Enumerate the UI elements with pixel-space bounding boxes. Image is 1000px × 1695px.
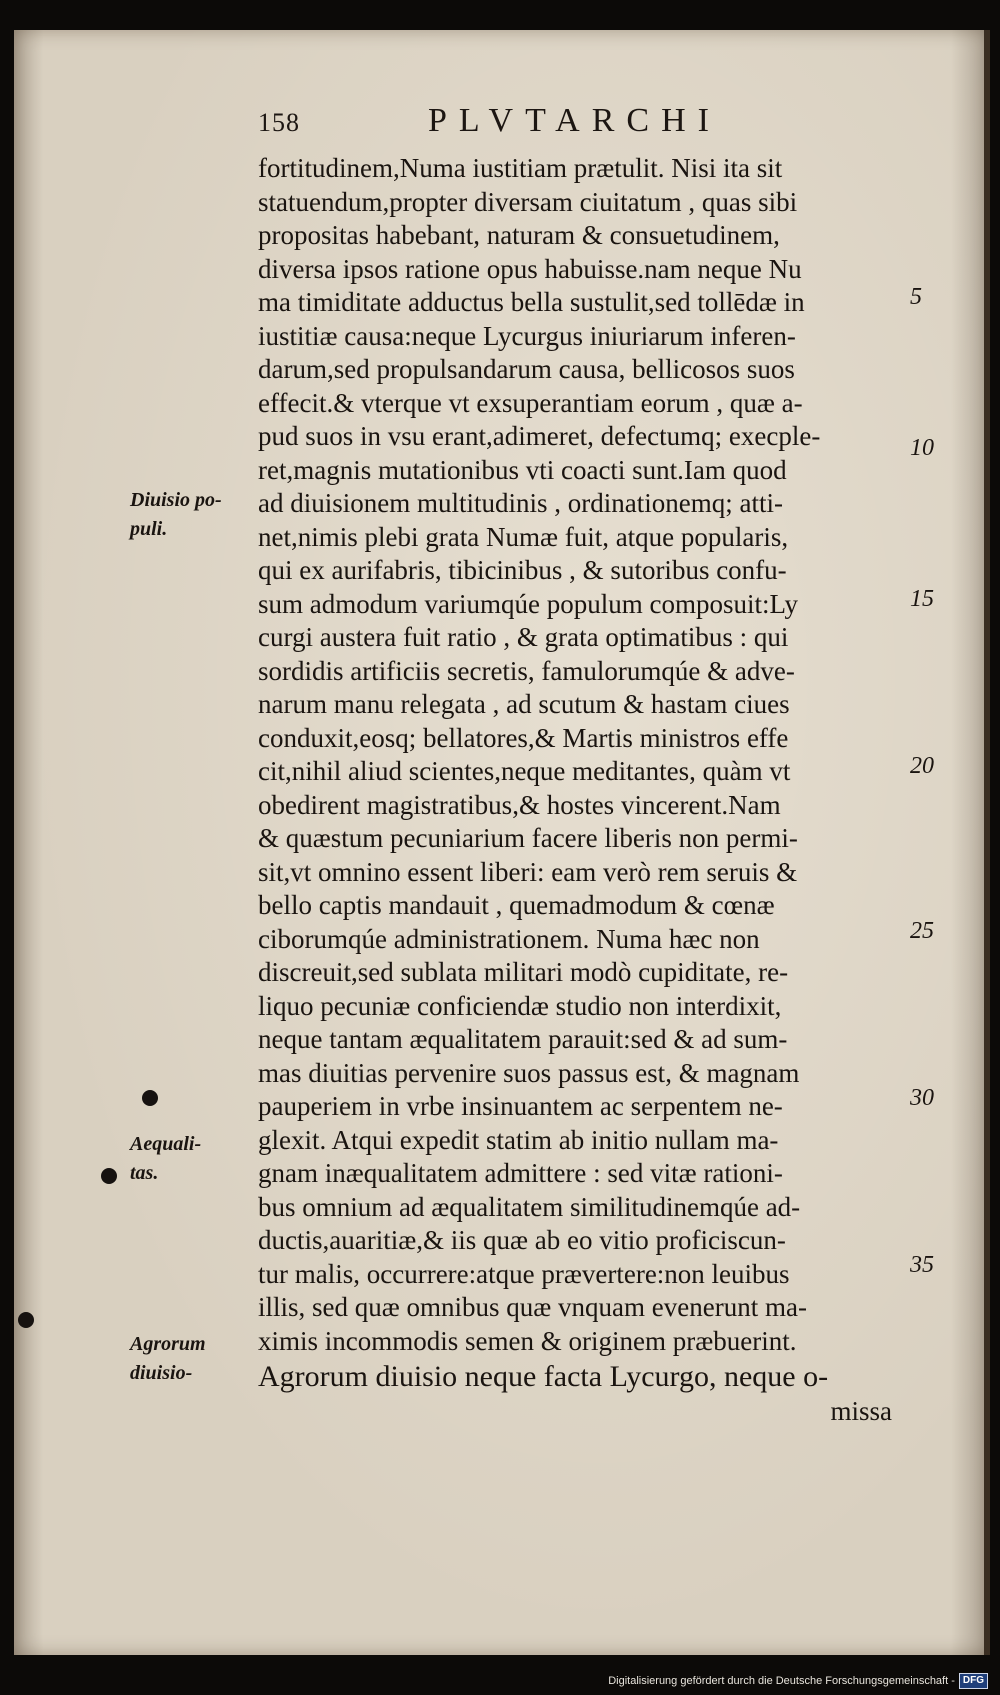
running-title: PLVTARCHI <box>428 102 721 139</box>
text-line: bus omnium ad æqualitatem similitudinemqúe ad- <box>258 1191 801 1222</box>
page-number: 158 <box>258 108 300 137</box>
marginal-line: Aequali- <box>130 1133 202 1155</box>
text-line: conduxit,eosq; bellatores,& Martis ministros effe <box>258 722 789 753</box>
text-line: darum,sed propulsandarum causa, bellicosos suos <box>258 354 795 384</box>
catchword: missa <box>830 1396 892 1426</box>
text-line: & quæstum pecuniarium facere liberis non permi- <box>258 823 798 853</box>
text-line: pud suos in vsu erant,adimeret, defectumq; execple- <box>258 421 821 451</box>
ink-dot <box>18 1312 34 1328</box>
page-header <box>258 102 818 142</box>
text-line: fortitudinem,Numa iustitiam prætulit. Nisi ita sit <box>258 153 783 183</box>
text-line: ma timiditate adductus bella sustulit,sed tollēdæ in <box>258 287 805 317</box>
text-line: ad diuisionem multitudinis , ordinationemq; atti- <box>258 488 783 518</box>
line-number: 15 <box>910 586 934 612</box>
text-line: obedirent magistratibus,& hostes vincerent.Nam <box>258 789 781 820</box>
marginal-line: Agrorum <box>130 1333 206 1355</box>
text-line: gnam inæqualitatem admittere : sed vitæ rationi- <box>258 1158 783 1188</box>
marginal-note-aequalitas <box>130 1130 250 1188</box>
text-line: narum manu relegata , ad scutum & hastam ciues <box>258 689 790 719</box>
footer-credit: Digitalisierung gefördert durch die Deutsche Forschungsgemeinschaft - <box>608 1675 955 1687</box>
marginal-note-agrorum <box>130 1330 250 1388</box>
text-line: net,nimis plebi grata Numæ fuit, atque popularis, <box>258 521 789 552</box>
text-line: propositas habebant, naturam & consuetudinem, <box>258 220 780 250</box>
text-line: neque tantam æqualitatem parauit:sed & ad sum- <box>258 1024 788 1054</box>
line-number: 25 <box>910 918 934 944</box>
line-number: 35 <box>910 1252 934 1278</box>
text-line: illis, sed quæ omnibus quæ vnquam evenerunt ma- <box>258 1292 807 1322</box>
marginal-line: tas. <box>130 1162 159 1184</box>
ink-dot <box>142 1090 158 1106</box>
marginal-line: Diuisio po- <box>130 489 222 511</box>
text-line: liquo pecuniæ conficiendæ studio non interdixit, <box>258 990 782 1021</box>
line-number: 10 <box>910 435 934 461</box>
marginal-line: diuisio- <box>130 1362 193 1384</box>
text-line: Agrorum diuisio neque facta Lycurgo, neque o- <box>258 1360 829 1393</box>
line-number: 30 <box>910 1085 934 1111</box>
page-edge <box>984 30 990 1655</box>
text-line: iustitiæ causa:neque Lycurgus iniuriarum inferen- <box>258 320 796 351</box>
text-line: pauperiem in vrbe insinuantem ac serpentem ne- <box>258 1091 783 1121</box>
text-line: sordidis artificiis secretis, famulorumqúe & adve- <box>258 655 795 686</box>
text-line: bello captis mandauit , quemadmodum & cœnæ <box>258 890 775 920</box>
text-line: ret,magnis mutationibus vti coacti sunt.Iam quod <box>258 454 787 485</box>
text-line: cit,nihil aliud scientes,neque meditantes, quàm vt <box>258 756 791 786</box>
text-line: qui ex aurifabris, tibicinibus , & sutoribus confu- <box>258 555 787 585</box>
text-line: tur malis, occurrere:atque prævertere:non leuibus <box>258 1258 790 1289</box>
digitization-footer <box>608 1673 988 1689</box>
text-line: mas diuitias pervenire suos passus est, & magnam <box>258 1057 800 1088</box>
text-line: statuendum,propter diversam ciuitatum , quas sibi <box>258 186 798 217</box>
text-line: discreuit,sed sublata militari modò cupiditate, re- <box>258 957 789 987</box>
text-line: sit,vt omnino essent liberi: eam verò rem seruis & <box>258 856 798 887</box>
text-line: sum admodum variumqúe populum composuit:Ly <box>258 588 798 619</box>
text-line: ximis incommodis semen & originem præbuerint. <box>258 1325 797 1356</box>
body-text <box>258 152 898 1429</box>
line-number: 20 <box>910 753 934 779</box>
ink-dot <box>101 1168 117 1184</box>
line-number: 5 <box>910 284 922 310</box>
text-line: ciborumqúe administrationem. Numa hæc non <box>258 923 760 954</box>
text-line: glexit. Atqui expedit statim ab initio nullam ma- <box>258 1124 779 1155</box>
text-line: ductis,auaritiæ,& iis quæ ab eo vitio proficiscun- <box>258 1225 786 1255</box>
text-line: diversa ipsos ratione opus habuisse.nam neque Nu <box>258 253 802 284</box>
text-line: effecit.& vterque vt exsuperantiam eorum , quæ a- <box>258 387 803 418</box>
text-line: curgi austera fuit ratio , & grata optimatibus : qui <box>258 622 789 652</box>
marginal-note-divisio <box>130 486 250 544</box>
marginal-line: puli. <box>130 518 168 540</box>
dfg-logo: DFG <box>959 1673 988 1689</box>
